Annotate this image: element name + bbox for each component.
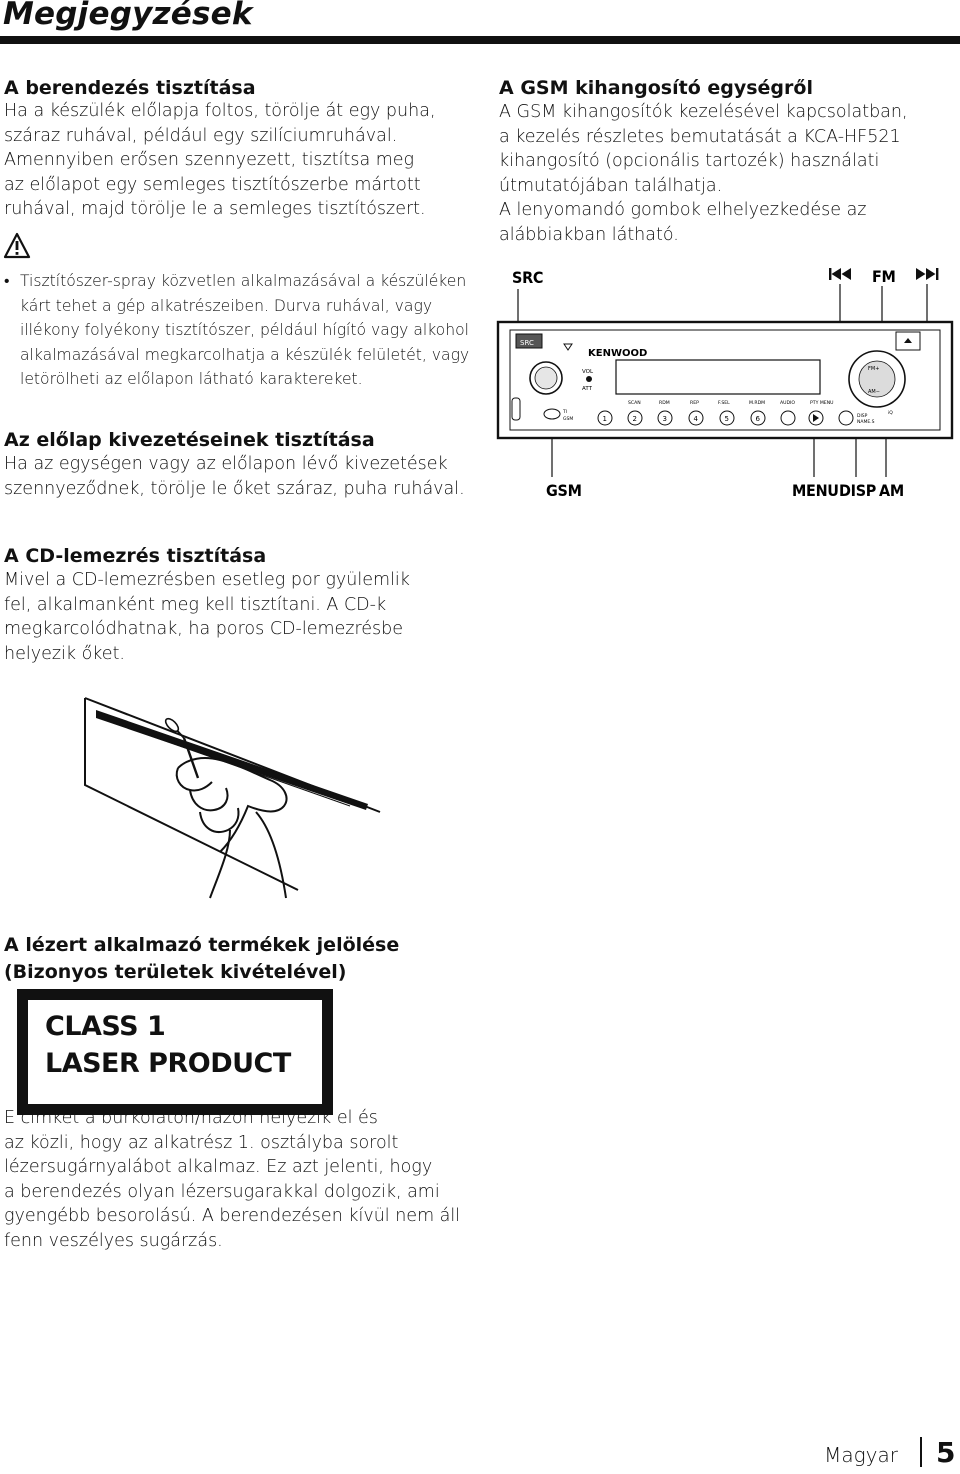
text-line: ruhával, majd törölje le a semleges tisztítószert.: [4, 199, 426, 220]
cd-slot-body: [4, 568, 474, 666]
text-line: fenn veszélyes sugárzás.: [4, 1230, 223, 1251]
text-line: illékony folyékony tisztítószer, például hígító vagy alkohol: [20, 321, 469, 339]
preset-label: 2: [632, 415, 637, 423]
disp-small-label: DISP: [857, 414, 868, 419]
page-number: 5: [936, 1436, 956, 1469]
text-line: az előlapot egy semleges tisztítószerbe mártott: [4, 174, 421, 195]
text-line: fel, alkalmanként meg kell tisztítani. A CD-k: [4, 594, 387, 615]
pty-menu-label: PTY MENU: [810, 401, 834, 406]
laser-heading-line: A lézert alkalmazó termékek jelölése: [4, 934, 400, 956]
callout-fm: FM: [872, 267, 896, 286]
text-line: Ha az egységen vagy az előlapon lévő kivezetések: [4, 454, 448, 474]
text-line: száraz ruhával, például egy szilíciumruhával.: [4, 125, 398, 146]
cleaning-section: [4, 76, 474, 222]
text-line: az közli, hogy az alkatrész 1. osztályba sorolt: [4, 1132, 399, 1153]
warning-triangle-icon: [3, 232, 31, 260]
text-line: alábbiakban látható.: [499, 224, 679, 245]
page-title: Megjegyzések: [3, 0, 253, 32]
ti-gsm-button[interactable]: [544, 409, 560, 419]
callout-am: AM: [879, 481, 904, 500]
rep-label: REP: [690, 401, 699, 406]
text-line: szennyeződnek, törölje le őket száraz, puha ruhával.: [4, 478, 465, 499]
text-line: útmutatójában találhatja.: [499, 175, 723, 196]
text-line: A lenyomandó gombok elhelyezkedése az: [499, 200, 867, 221]
names-label: NAME.S: [857, 420, 875, 425]
preset-label: 4: [693, 415, 698, 423]
callout-src: SRC: [512, 268, 544, 287]
terminals-section: [4, 428, 474, 501]
text-line: Amennyiben erősen szennyezett, tisztítsa meg: [4, 150, 415, 171]
cleaning-heading: A berendezés tisztítása: [4, 77, 256, 99]
text-line: Mivel a CD-lemezrésben esetleg por gyülemlik: [4, 570, 410, 590]
brand-logo: KENWOOD: [588, 348, 648, 359]
text-line: megkarcolódhatnak, ha poros CD-lemezrésbe: [4, 619, 404, 640]
text-line: lézersugárnyalábot alkalmaz. Ez azt jelenti, hogy: [4, 1157, 433, 1178]
gsm-small-label: GSM: [563, 417, 574, 422]
scan-label: SCAN: [628, 401, 641, 406]
cleaning-body: [4, 99, 474, 222]
am-small-label: AM−: [868, 389, 880, 395]
display: [616, 360, 820, 394]
warning-text: [4, 269, 490, 392]
att-button[interactable]: [586, 376, 592, 382]
text-line: Tisztítószer-spray közvetlen alkalmazásával a készüléken: [20, 272, 467, 290]
text-line: letörölheti az előlapon látható karaktereket.: [20, 370, 363, 388]
callout-disp: DISP: [839, 481, 877, 500]
laser-section: [4, 932, 474, 986]
fsel-label: F.SEL: [718, 401, 730, 406]
callout-menu: MENU: [792, 481, 839, 500]
audio-label: AUDIO: [780, 401, 796, 406]
preset-label: 3: [662, 415, 667, 423]
text-line: kárt tehet a gép alkatrészeiben. Durva ruhával, vagy: [20, 296, 433, 315]
laser-label-line: CLASS 1: [45, 1011, 166, 1042]
laser-label-line: LASER PRODUCT: [45, 1048, 291, 1079]
text-line: a kezelés részletes bemutatását a KCA-HF521: [499, 126, 901, 147]
footer-language: Magyar: [824, 1443, 898, 1467]
gsm-heading: A GSM kihangosító egységről: [499, 77, 813, 99]
text-line: kihangosító (opcionális tartozék) használati: [499, 151, 880, 172]
text-line: a berendezés olyan lézersugarakkal dolgozik, ami: [4, 1181, 440, 1202]
volume-knob-inner: [535, 367, 557, 389]
fm-small-label: FM+: [868, 366, 880, 372]
ti-label: TI: [563, 410, 568, 415]
text-line: Ha a készülék előlapja foltos, törölje át egy puha,: [4, 101, 436, 121]
text-line: A GSM kihangosítók kezelésével kapcsolatban,: [499, 102, 908, 122]
text-line: gyengébb besorolású. A berendezésen kívül nem áll: [4, 1206, 461, 1227]
header-rule: [0, 36, 960, 44]
laser-body: [4, 1106, 474, 1254]
preset-label: 1: [602, 415, 607, 423]
mrdm-label: M.RDM: [749, 401, 766, 406]
att-label: ATT: [582, 386, 592, 392]
text-line: helyezik őket.: [4, 643, 125, 664]
callout-gsm: GSM: [546, 481, 582, 500]
gsm-section: [499, 76, 954, 248]
aux-slot: [512, 398, 520, 420]
next-track-icon: [916, 268, 938, 280]
preset-label: 5: [724, 415, 729, 423]
head-unit-diagram: [496, 262, 956, 507]
text-line: alkalmazásával megkarcolhatja a készülék felületét, vagy: [20, 345, 470, 364]
cd-slot-section: [4, 544, 474, 666]
text-line: E címkét a burkolaton/házon helyezik el és: [4, 1108, 378, 1128]
bullet: •: [4, 272, 10, 290]
cd-slot-heading: A CD-lemezrés tisztítása: [4, 545, 267, 567]
preset-label: 6: [755, 415, 760, 423]
gsm-body: [499, 100, 954, 248]
laser-class-label: [17, 989, 333, 1115]
footer-divider: [920, 1437, 922, 1467]
cd-slot-cleaning-illustration: [80, 680, 400, 900]
prev-track-icon: [829, 268, 851, 280]
search-button[interactable]: [781, 411, 795, 425]
terminals-body: [4, 452, 474, 501]
rdm-label: RDM: [659, 401, 670, 406]
src-button-label: SRC: [520, 339, 534, 347]
disp-button[interactable]: [839, 411, 853, 425]
laser-heading-line: (Bizonyos területek kivételével): [4, 961, 347, 983]
terminals-heading: Az előlap kivezetéseinek tisztítása: [4, 429, 375, 451]
vol-label: VOL: [582, 369, 594, 375]
iq-label: iQ: [888, 411, 893, 416]
